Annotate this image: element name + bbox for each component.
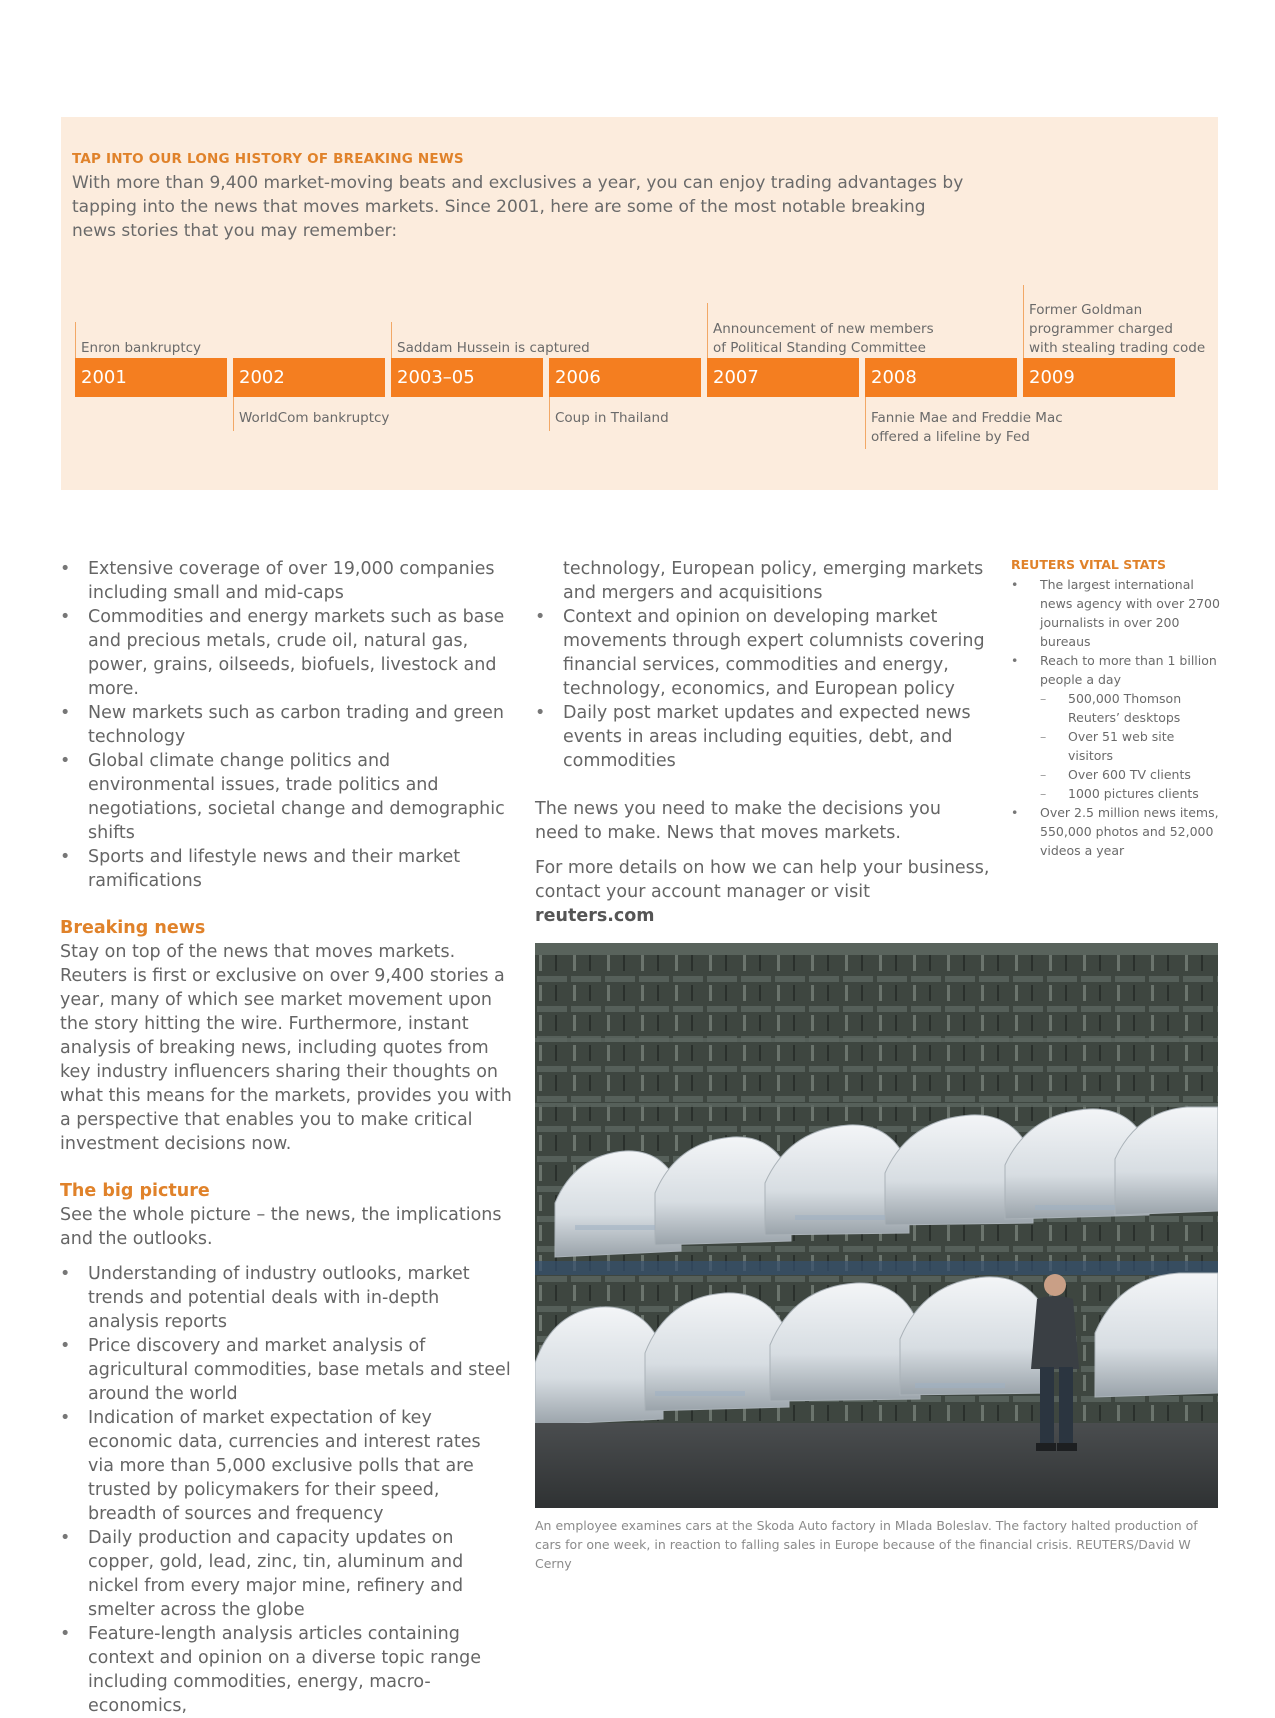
list-item: • Commodities and energy markets such as base and precious metals, crude oil, natural gas, power, grains, oilseeds, biofuels, livestock and more. xyxy=(60,605,512,701)
list-item: • The largest international news agency with over 2700 journalists in over 200 bureaus xyxy=(1011,575,1223,651)
big-picture-body: See the whole picture – the news, the implications and the outlooks. xyxy=(60,1205,502,1249)
list-item: • New markets such as carbon trading and green technology xyxy=(60,701,512,749)
year-2001: 2001 xyxy=(75,358,227,397)
year-2009: 2009 xyxy=(1023,358,1175,397)
event-goldman: Former Goldman programmer charged with stealing trading code xyxy=(1023,285,1205,358)
list-item: • Global climate change politics and environmental issues, trade politics and negotiations, societal change and demographic shifts xyxy=(60,749,512,845)
breaking-news-title: Breaking news xyxy=(60,918,206,938)
sub-list-item: – 1000 pictures clients xyxy=(1040,784,1223,803)
reuters-link[interactable]: reuters.com xyxy=(535,906,655,926)
timeline-intro: With more than 9,400 market-moving beats and exclusives a year, you can enjoy trading advantages by tapping into the news that moves markets. Since 2001, here are some of the most notable breaking news stories that you may remember: xyxy=(72,173,964,241)
vital-stats-title: REUTERS VITAL STATS xyxy=(1011,557,1167,572)
list-item: • Reach to more than 1 billion people a day – 500,000 Thomson Reuters’ desktops – Over 51 web site visitors – Over 600 TV clients – 1000 pictures clients xyxy=(1011,651,1223,803)
event-fannie: Fannie Mae and Freddie Mac offered a lifeline by Fed xyxy=(865,397,1063,449)
year-2007: 2007 xyxy=(707,358,859,397)
event-committee: Announcement of new members of Political Standing Committee xyxy=(707,303,934,358)
list-item: • Context and opinion on developing market movements through expert columnists covering financial services, commodities and energy, technology, economics, and European policy xyxy=(535,605,990,701)
list-item: • Daily post market updates and expected news events in areas including equities, debt, and commodities xyxy=(535,701,990,773)
vital-stats-list xyxy=(1011,575,1223,860)
year-2002: 2002 xyxy=(233,358,385,397)
middle-column xyxy=(535,557,990,928)
event-enron: Enron bankruptcy xyxy=(75,322,201,358)
event-worldcom: WorldCom bankruptcy xyxy=(233,397,389,431)
year-2008: 2008 xyxy=(865,358,1017,397)
factory-photo xyxy=(535,943,1218,1508)
list-item: • Over 2.5 million news items, 550,000 photos and 52,000 videos a year xyxy=(1011,803,1223,860)
list-item: • Indication of market expectation of key economic data, currencies and interest rates via more than 5,000 exclusive polls that are trusted by policymakers for their speed, breadth of sources and frequency xyxy=(60,1406,512,1526)
left-column xyxy=(60,557,512,1718)
timeline-heading: TAP INTO OUR LONG HISTORY OF BREAKING NEWS xyxy=(72,151,464,167)
list-item: • Daily production and capacity updates on copper, gold, lead, zinc, tin, aluminum and nickel from every major mine, refinery and smelter across the globe xyxy=(60,1526,512,1622)
year-2003-05: 2003–05 xyxy=(391,358,543,397)
sub-list-item: – Over 51 web site visitors xyxy=(1040,727,1223,765)
list-item: • Understanding of industry outlooks, market trends and potential deals with in-depth analysis reports xyxy=(60,1262,512,1334)
coverage-list xyxy=(60,557,512,893)
contact-paragraph: For more details on how we can help your business, contact your account manager or visit reuters.com xyxy=(535,858,990,926)
photo-caption: An employee examines cars at the Skoda Auto factory in Mlada Boleslav. The factory halted production of cars for one week, in reaction to falling sales in Europe because of the financial crisis. REUTERS/David W Cerny xyxy=(535,1518,1198,1571)
event-saddam: Saddam Hussein is captured xyxy=(391,322,590,358)
sub-list-item: – 500,000 Thomson Reuters’ desktops xyxy=(1040,689,1223,727)
breaking-news-body: Stay on top of the news that moves markets. Reuters is first or exclusive on over 9,400 stories a year, many of which see market movement upon the story hitting the wire. Furthermore, instant analysis of breaking news, including quotes from key industry influencers sharing their thoughts on what this means for the markets, provides you with a perspective that enables you to make critical investment decisions now. xyxy=(60,942,512,1154)
closing-statement: The news you need to make the decisions you need to make. News that moves markets. xyxy=(535,799,941,843)
big-picture-title: The big picture xyxy=(60,1181,210,1201)
list-item: • Sports and lifestyle news and their market ramifications xyxy=(60,845,512,893)
list-item: • Extensive coverage of over 19,000 companies including small and mid-caps xyxy=(60,557,512,605)
opinion-list xyxy=(535,605,990,773)
continued-bullet: technology, European policy, emerging markets and mergers and acquisitions xyxy=(563,559,984,603)
event-thailand: Coup in Thailand xyxy=(549,397,669,431)
year-2006: 2006 xyxy=(549,358,701,397)
list-item: • Feature-length analysis articles containing context and opinion on a diverse topic range including commodities, energy, macro-economics, xyxy=(60,1622,512,1718)
sub-list-item: – Over 600 TV clients xyxy=(1040,765,1223,784)
list-item: • Price discovery and market analysis of agricultural commodities, base metals and steel around the world xyxy=(60,1334,512,1406)
